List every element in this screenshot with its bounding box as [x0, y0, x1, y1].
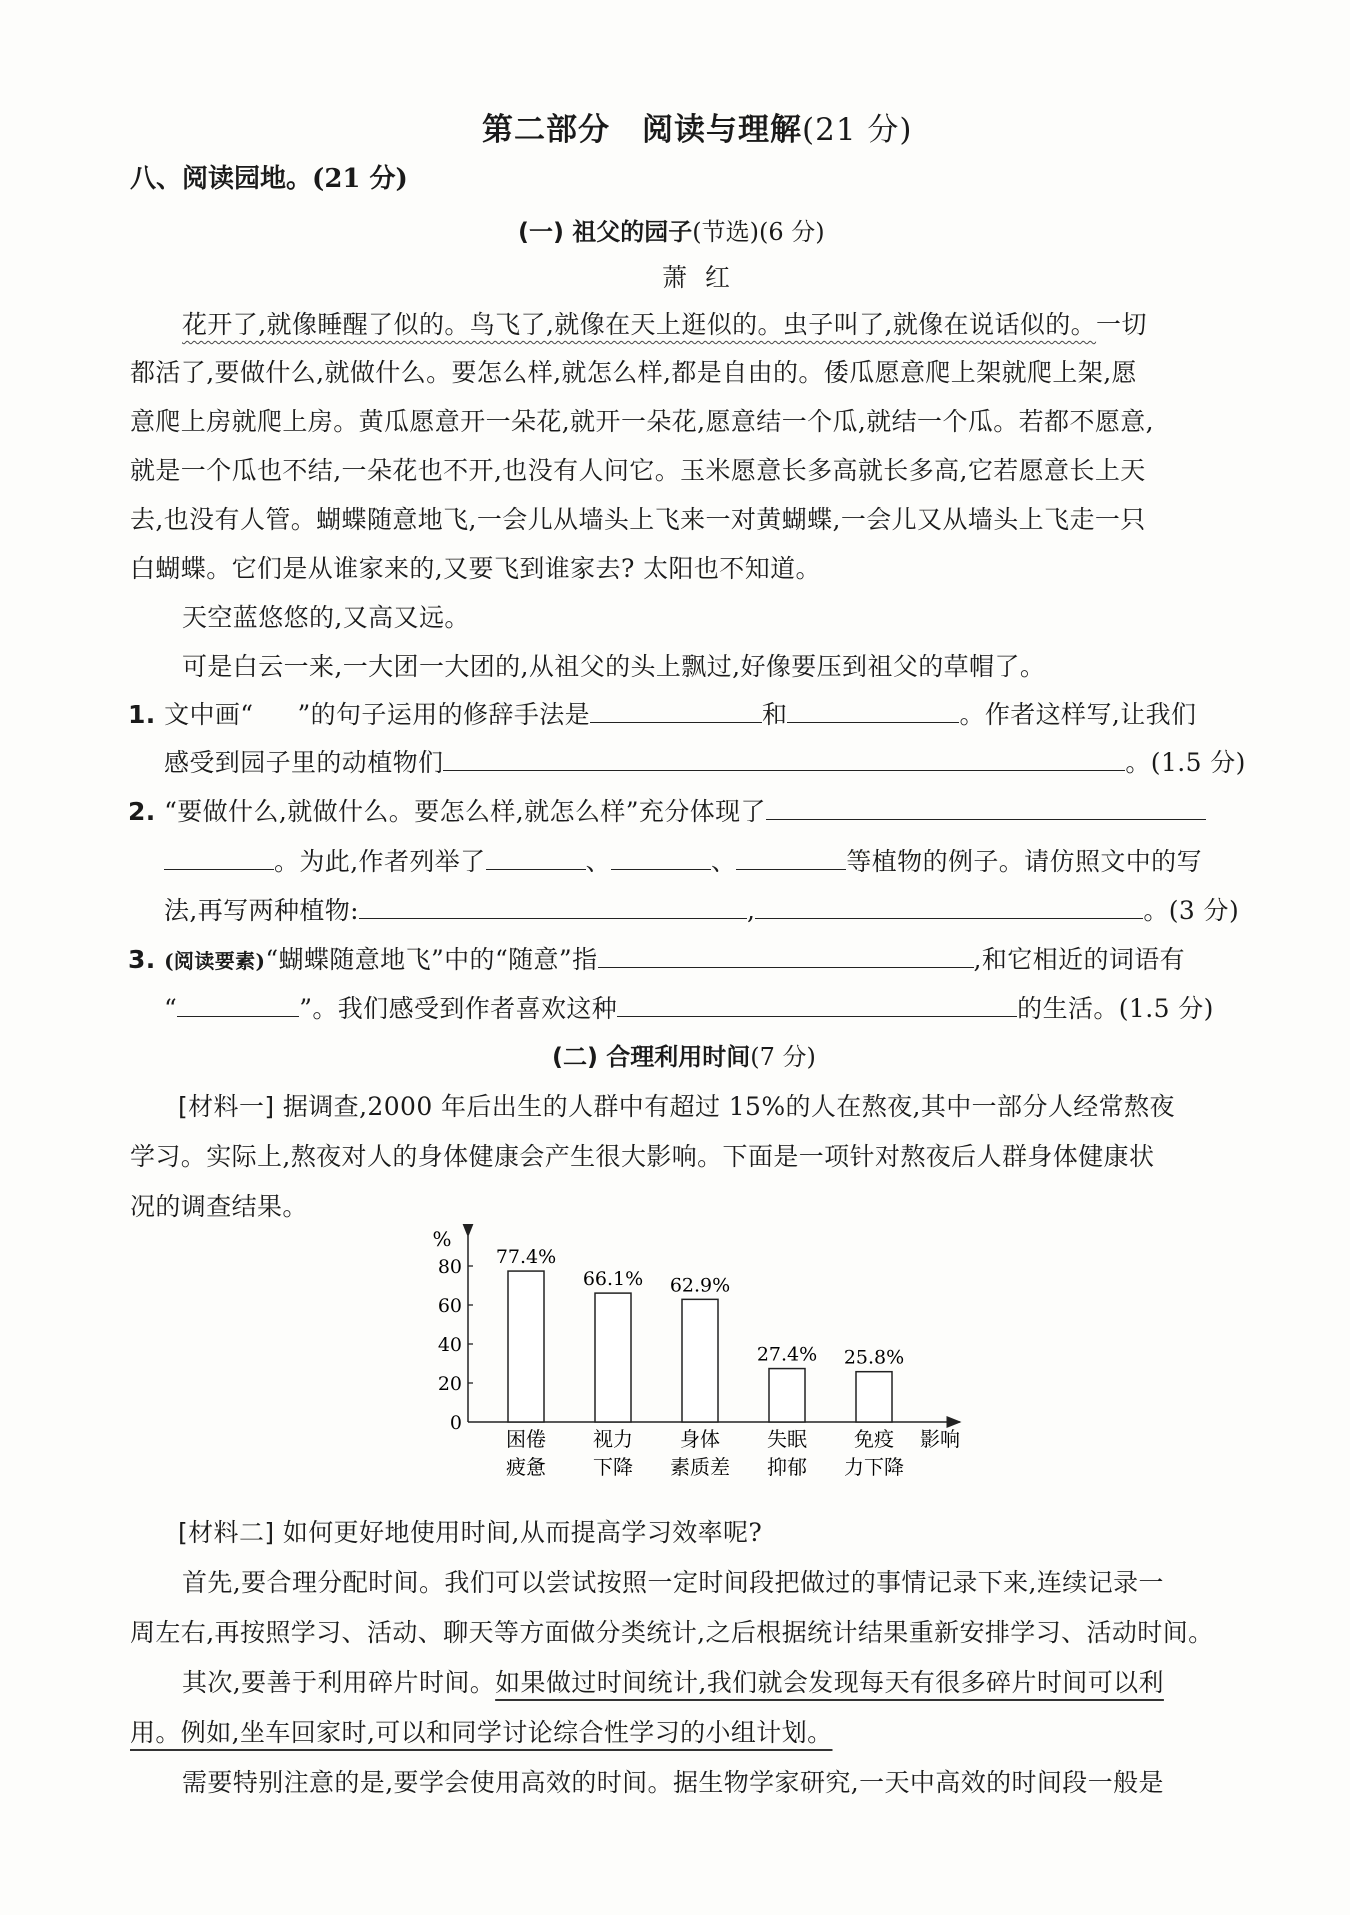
x-category-label: 抑郁: [767, 1455, 807, 1479]
section-label: 八、阅读园地。: [130, 164, 313, 194]
q2-text-e: ,: [746, 896, 756, 925]
passage-paragraph-2: 天空蓝悠悠的,又高又远。: [182, 603, 470, 632]
answer-blank[interactable]: [755, 894, 1143, 919]
q1-score: 。(1.5 分): [1125, 748, 1246, 777]
passage-paragraph-3: 可是白云一来,一大团一大团的,从祖父的头上飘过,好像要压到祖父的草帽了。: [182, 652, 1046, 681]
bar: [595, 1293, 631, 1422]
q3-text-a: “蝴蝶随意地飞”中的“随意”指: [265, 945, 598, 974]
question-number: 3.: [128, 945, 156, 974]
material-1-line-1: [178, 1087, 1175, 1123]
bar: [769, 1369, 805, 1422]
q3-text-b: ,和它相近的词语有: [973, 945, 1186, 974]
material-1-tag: [材料一]: [178, 1092, 275, 1121]
wavy-underlined-sentences: 花开了,就像睡醒了似的。鸟飞了,就像在天上逛似的。虫子叫了,就像在说话似的。: [182, 310, 1097, 339]
x-category-label: 身体: [680, 1427, 720, 1451]
y-axis-label: %: [432, 1227, 452, 1251]
part1-heading: [518, 212, 825, 247]
section-score: (21 分): [312, 164, 408, 194]
underlined-sentence-end: 用。例如,坐车回家时,可以和同学讨论综合性学习的小组计划。: [130, 1718, 833, 1747]
material-1-line-3: 况的调查结果。: [130, 1192, 308, 1221]
x-category-label: 疲惫: [506, 1455, 546, 1479]
y-tick-label: 40: [437, 1334, 462, 1356]
answer-blank[interactable]: [598, 943, 974, 968]
part2-heading: [552, 1037, 816, 1072]
q3-text-c: “: [164, 994, 178, 1023]
q2-sep: 、: [710, 847, 737, 876]
bar-chart: [420, 1224, 980, 1504]
answer-blank[interactable]: [617, 992, 1017, 1017]
x-category-label: 困倦: [506, 1427, 546, 1451]
q3-text-d: ”。我们感受到作者喜欢这种: [299, 994, 618, 1023]
question-2-line-2: [164, 842, 1202, 878]
x-category-label: 下降: [593, 1455, 633, 1479]
passage-line-1-rest: 一切: [1096, 310, 1147, 339]
passage-line-3: 意爬上房就爬上房。黄瓜愿意开一朵花,就开一朵花,愿意结一个瓜,就结一个瓜。若都不愿意,: [130, 407, 1154, 436]
bar: [508, 1271, 544, 1422]
material-2-para2-line1: [182, 1663, 1164, 1699]
part1-heading-note: (节选)(6 分): [692, 218, 825, 246]
answer-blank[interactable]: [486, 845, 586, 870]
y-tick-label: 0: [449, 1412, 462, 1434]
page-title: [482, 104, 913, 149]
title-score: (21 分): [802, 112, 913, 148]
q1-text-e: 感受到园子里的动植物们: [164, 748, 444, 777]
title-text: 第二部分 阅读与理解: [482, 112, 802, 148]
question-number: 1.: [128, 700, 156, 729]
q2-text-c: 等植物的例子。请仿照文中的写: [846, 847, 1202, 876]
answer-blank[interactable]: [443, 746, 1125, 771]
q3-score: 的生活。(1.5 分): [1017, 994, 1214, 1023]
bar-value-label: 25.8%: [843, 1346, 905, 1369]
answer-blank[interactable]: [590, 698, 762, 723]
reading-element-tag: (阅读要素): [164, 949, 266, 973]
x-categories: [506, 1427, 904, 1479]
question-2-line-1: [128, 792, 1206, 828]
bars: [496, 1246, 904, 1422]
q2-text-a: “要做什么,就做什么。要怎么样,就怎么样”充分体现了: [164, 797, 766, 826]
x-category-label: 失眠: [767, 1427, 807, 1451]
material-1-text: 据调查,2000 年后出生的人群中有超过 15%的人在熬夜,其中一部分人经常熬夜: [282, 1092, 1175, 1121]
part2-heading-text: (二) 合理利用时间: [552, 1043, 751, 1071]
question-1-line-2: [164, 743, 1246, 779]
bar: [856, 1372, 892, 1422]
author: 萧红: [662, 263, 749, 292]
bar-value-label: 66.1%: [582, 1268, 644, 1291]
material-1-line-2: 学习。实际上,熬夜对人的身体健康会产生很大影响。下面是一项针对熬夜后人群身体健康状: [130, 1142, 1155, 1171]
q2-text-d: 法,再写两种植物:: [164, 896, 359, 925]
q2-score: 。(3 分): [1143, 896, 1240, 925]
material-2-para1-line1: 首先,要合理分配时间。我们可以尝试按照一定时间段把做过的事情记录下来,连续记录一: [182, 1568, 1164, 1597]
answer-blank[interactable]: [736, 845, 846, 870]
passage-line-5: 去,也没有人管。蝴蝶随意地飞,一会儿从墙头上飞来一对黄蝴蝶,一会儿又从墙头上飞走一只: [130, 505, 1146, 534]
material-2-line-1: [178, 1513, 762, 1549]
material-2-para1-line2: 周左右,再按照学习、活动、聊天等方面做分类统计,之后根据统计结果重新安排学习、活动时间。: [130, 1618, 1214, 1647]
section-heading: [130, 158, 408, 195]
passage-line-2: 都活了,要做什么,就做什么。要怎么样,就怎么样,都是自由的。倭瓜愿意爬上架就爬上架,愿: [130, 358, 1137, 387]
x-axis-label: 影响: [920, 1427, 960, 1451]
y-tick-label: 60: [437, 1295, 462, 1317]
question-3-line-2: [164, 989, 1214, 1025]
x-category-label: 素质差: [670, 1455, 730, 1479]
question-1-line-1: [128, 695, 1196, 731]
answer-blank[interactable]: [359, 894, 747, 919]
material-2-para2-lead: 其次,要善于利用碎片时间。: [182, 1668, 496, 1697]
material-2-para2-line2: [130, 1713, 833, 1749]
x-category-label: 免疫: [854, 1427, 894, 1451]
part1-heading-text: (一) 祖父的园子: [518, 218, 693, 246]
bar-value-label: 27.4%: [756, 1343, 818, 1366]
underlined-sentence: 如果做过时间统计,我们就会发现每天有很多碎片时间可以利: [495, 1668, 1164, 1697]
q1-text-b: ”的句子运用的修辞手法是: [297, 700, 591, 729]
answer-blank[interactable]: [766, 795, 1206, 820]
answer-blank[interactable]: [787, 698, 959, 723]
question-number: 2.: [128, 797, 156, 826]
bar-value-label: 62.9%: [669, 1274, 731, 1297]
bar-value-label: 77.4%: [495, 1246, 557, 1269]
q2-sep: 、: [585, 847, 611, 876]
passage-line-4: 就是一个瓜也不结,一朵花也不开,也没有人问它。玉米愿意长多高就长多高,它若愿意长上天: [130, 456, 1146, 485]
x-category-label: 力下降: [844, 1455, 904, 1479]
q1-text-d: 。作者这样写,让我们: [959, 700, 1197, 729]
answer-blank[interactable]: [611, 845, 711, 870]
bar: [682, 1299, 718, 1422]
question-3-line-1: [128, 940, 1185, 976]
part2-heading-note: (7 分): [750, 1043, 816, 1071]
answer-blank[interactable]: [164, 845, 274, 870]
material-2-para3: 需要特别注意的是,要学会使用高效的时间。据生物学家研究,一天中高效的时间段一般是: [182, 1768, 1164, 1797]
answer-blank[interactable]: [177, 992, 299, 1017]
passage-line-1: [182, 305, 1147, 341]
q2-text-b: 。为此,作者列举了: [274, 847, 486, 876]
x-category-label: 视力: [593, 1427, 633, 1451]
material-2-question: 如何更好地使用时间,从而提高学习效率呢?: [282, 1518, 763, 1547]
y-tick-label: 20: [437, 1373, 462, 1395]
passage-line-6: 白蝴蝶。它们是从谁家来的,又要飞到谁家去? 太阳也不知道。: [130, 554, 821, 583]
y-tick-label: 80: [437, 1256, 462, 1278]
wavy-mark-sample: [253, 700, 297, 729]
q1-text-c: 和: [762, 700, 788, 729]
q1-text-a: 文中画“: [164, 700, 254, 729]
material-2-tag: [材料二]: [178, 1518, 275, 1547]
question-2-line-3: [164, 891, 1239, 927]
